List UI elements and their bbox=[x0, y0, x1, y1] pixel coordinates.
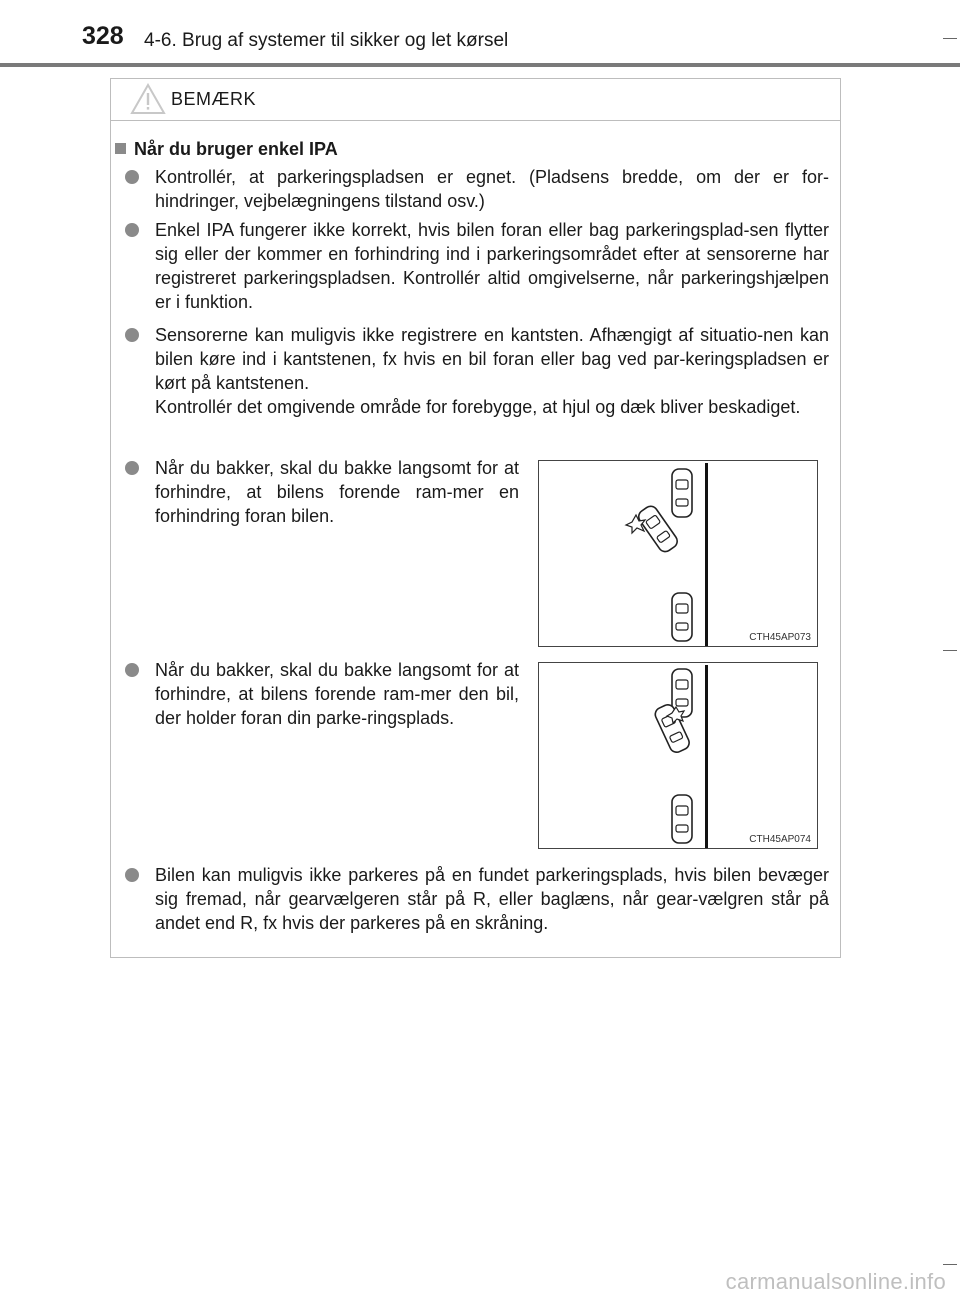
list-item bbox=[125, 165, 829, 213]
list-item-text: Når du bakker, skal du bakke langsomt for at forhindre, at bilens forende ram-mer den bil, der holder foran din parke-ringsplads. bbox=[155, 660, 519, 728]
watermark: carmanualsonline.info bbox=[725, 1269, 946, 1294]
figure-reverse-car bbox=[538, 662, 818, 849]
list-item-text: Når du bakker, skal du bakke langsomt for at forhindre, at bilens forende ram-mer en forhindring foran bilen. bbox=[155, 458, 519, 526]
crop-mark bbox=[943, 38, 957, 39]
figure-reverse-obstacle bbox=[538, 460, 818, 647]
notice-header bbox=[111, 79, 840, 121]
car-icon bbox=[672, 469, 692, 517]
list-item bbox=[125, 323, 829, 419]
warning-triangle-icon bbox=[130, 83, 166, 120]
bullet-dot-icon bbox=[125, 170, 139, 184]
parking-diagram bbox=[539, 461, 817, 646]
notice-box bbox=[110, 78, 841, 958]
list-item-text: Enkel IPA fungerer ikke korrekt, hvis bilen foran eller bag parkeringsplad-sen flytter sig eller der kommer en forhindring ind i parkeringsområdet efter at sensorerne har registreret parkeringspladsen. Kontrollér altid omgivelserne, når parkeringshjælpen er i funktion. bbox=[155, 220, 829, 312]
figure-code: CTH45AP074 bbox=[749, 834, 811, 845]
list-item-text: Bilen kan muligvis ikke parkeres på en fundet parkeringsplads, hvis bilen bevæger sig fremad, når gearvælgeren står på R, eller baglæns, når gear-vælgren står på andet end R, fx hvis der parkeres på en skråning. bbox=[155, 865, 829, 933]
sub-heading bbox=[115, 139, 338, 160]
list-item-text bbox=[155, 323, 829, 419]
parking-diagram bbox=[539, 663, 817, 848]
paragraph: Sensorerne kan muligvis ikke registrere en kantsten. Afhængigt af situatio-nen kan bilen køre ind i kantstenen, fx hvis en bil foran eller bag ved par-keringspladsen er kørt på kantstenen. bbox=[155, 325, 829, 393]
section-title: 4-6. Brug af systemer til sikker og let kørsel bbox=[144, 30, 509, 51]
list-item bbox=[125, 456, 519, 528]
paragraph: Kontrollér det omgivende område for forebygge, at hjul og dæk bliver beskadiget. bbox=[155, 397, 801, 417]
list-item-text: Kontrollér, at parkeringspladsen er egnet. (Pladsens bredde, om der er for-hindringer, vejbelægningens tilstand osv.) bbox=[155, 167, 829, 211]
list-item bbox=[125, 863, 829, 935]
bullet-dot-icon bbox=[125, 663, 139, 677]
notice-title: BEMÆRK bbox=[171, 89, 257, 109]
crop-mark bbox=[943, 1264, 957, 1265]
crop-mark bbox=[943, 650, 957, 651]
list-item bbox=[125, 658, 519, 730]
car-icon bbox=[672, 593, 692, 641]
square-bullet-icon bbox=[115, 143, 126, 154]
figure-code: CTH45AP073 bbox=[749, 632, 811, 643]
bullet-dot-icon bbox=[125, 461, 139, 475]
bullet-dot-icon bbox=[125, 223, 139, 237]
header-rule bbox=[0, 63, 960, 67]
sub-heading-text: Når du bruger enkel IPA bbox=[134, 139, 338, 159]
bullet-dot-icon bbox=[125, 328, 139, 342]
car-icon bbox=[672, 795, 692, 843]
bullet-dot-icon bbox=[125, 868, 139, 882]
page-number: 328 bbox=[82, 22, 124, 50]
list-item bbox=[125, 218, 829, 314]
